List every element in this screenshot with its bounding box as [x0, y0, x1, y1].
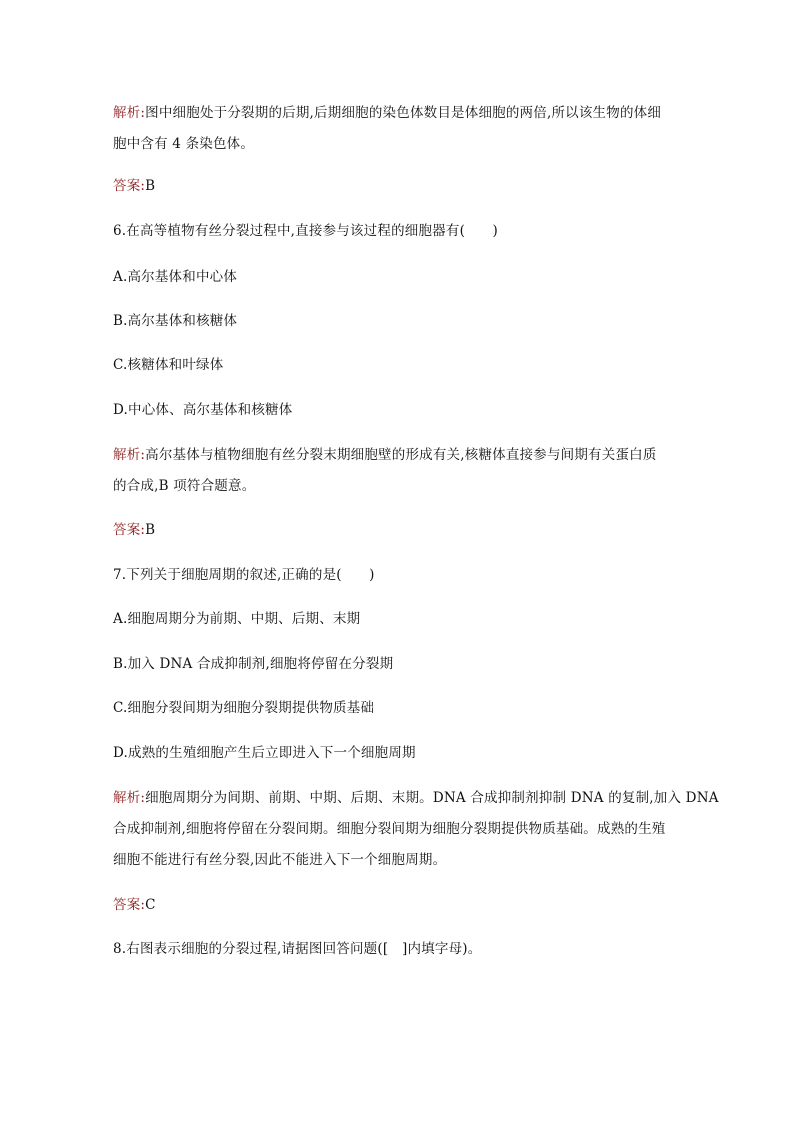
q7-analysis-line-3: 细胞不能进行有丝分裂,因此不能进入下一个细胞周期。 [113, 852, 447, 868]
q7-answer-value: C [145, 897, 156, 913]
answer-label: 答案: [113, 178, 146, 194]
q7-analysis-line-1: 解析:细胞周期分为间期、前期、中期、后期、末期。DNA 合成抑制剂抑制 DNA 的复制,加入 DNA [113, 790, 719, 806]
q6-analysis [113, 440, 688, 502]
q8-stem: 8.右图表示细胞的分裂过程,请据图回答问题([ ]内填字母)。 [113, 941, 482, 957]
q6-answer-value: B [145, 522, 156, 538]
q7-option-d: D.成熟的生殖细胞产生后立即进入下一个细胞周期 [113, 745, 416, 761]
q6-stem: 6.在高等植物有丝分裂过程中,直接参与该过程的细胞器有( ) [113, 223, 498, 239]
q5-analysis-line-1: 解析:图中细胞处于分裂期的后期,后期细胞的染色体数目是体细胞的两倍,所以该生物的体细 [113, 105, 662, 121]
analysis-label: 解析: [113, 105, 146, 121]
q6-option-c: C.核糖体和叶绿体 [113, 357, 224, 373]
q6-option-d: D.中心体、高尔基体和核糖体 [113, 402, 293, 418]
analysis-label: 解析: [113, 790, 146, 806]
q6-analysis-line-1: 解析:高尔基体与植物细胞有丝分裂末期细胞壁的形成有关,核糖体直接参与间期有关蛋白质 [113, 447, 657, 463]
answer-label: 答案: [113, 897, 146, 913]
analysis-label: 解析: [113, 447, 146, 463]
q5-analysis-line-2: 胞中含有 4 条染色体。 [113, 136, 255, 152]
q6-option-a: A.高尔基体和中心体 [113, 269, 238, 285]
q6-option-b: B.高尔基体和核糖体 [113, 313, 238, 329]
q7-analysis [113, 783, 719, 876]
q7-stem: 7.下列关于细胞周期的叙述,正确的是( ) [113, 567, 375, 583]
q7-option-a: A.细胞周期分为前期、中期、后期、末期 [113, 611, 361, 627]
q5-analysis [113, 98, 688, 160]
q6-answer [113, 515, 688, 546]
q5-answer-value: B [145, 178, 156, 194]
q7-option-c: C.细胞分裂间期为细胞分裂期提供物质基础 [113, 700, 375, 716]
answer-label: 答案: [113, 522, 146, 538]
q7-analysis-line-2: 合成抑制剂,细胞将停留在分裂间期。细胞分裂间期为细胞分裂期提供物质基础。成熟的生殖 [113, 821, 666, 837]
q7-answer [113, 890, 688, 921]
q6-analysis-line-2: 的合成,B 项符合题意。 [113, 478, 256, 494]
q7-option-b: B.加入 DNA 合成抑制剂,细胞将停留在分裂期 [113, 656, 394, 672]
q5-answer [113, 171, 688, 202]
